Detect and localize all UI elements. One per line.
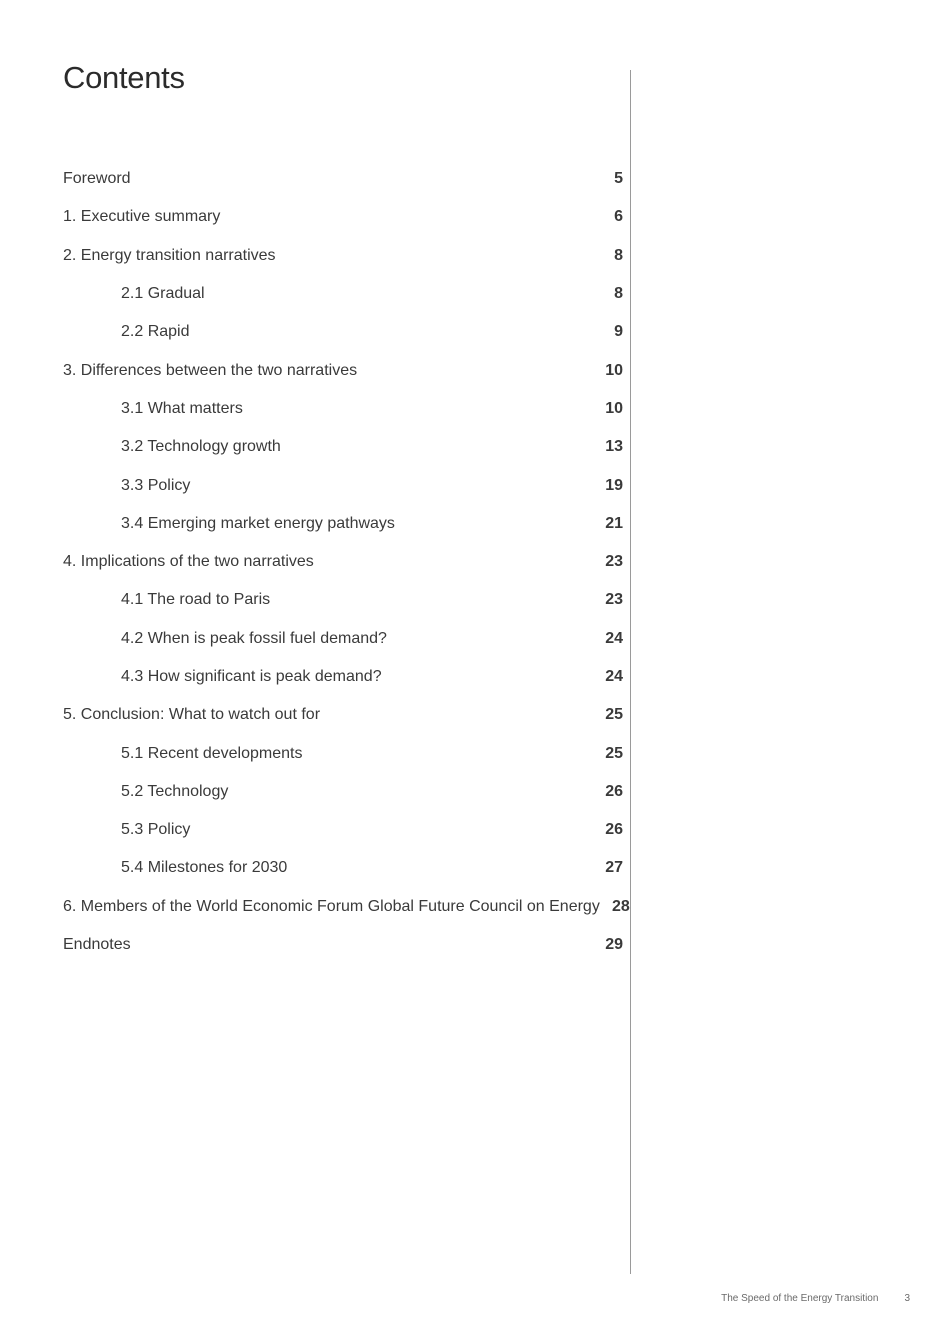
- toc-entry-page: 13: [605, 438, 623, 456]
- toc-entry-label: 6. Members of the World Economic Forum Global Future Council on Energy: [63, 897, 600, 915]
- toc-entry-emerging-market-pathways[interactable]: [63, 505, 623, 543]
- footer-page-number: 3: [904, 1293, 910, 1304]
- toc-entry-milestones-2030[interactable]: [63, 849, 623, 887]
- toc-entry-technology[interactable]: [63, 773, 623, 811]
- toc-entry-page: 27: [605, 859, 623, 877]
- toc-entry-label: 2.2 Rapid: [121, 323, 190, 341]
- toc-entry-members[interactable]: [63, 888, 630, 926]
- toc-entry-page: 26: [605, 821, 623, 839]
- toc-entry-label: 3.4 Emerging market energy pathways: [121, 514, 395, 532]
- toc-entry-differences[interactable]: [63, 351, 623, 389]
- toc-entry-label: 4.1 The road to Paris: [121, 591, 271, 609]
- toc-entry-page: 21: [605, 514, 623, 532]
- vertical-divider: [630, 70, 631, 1274]
- toc-entry-label: 2. Energy transition narratives: [63, 246, 276, 264]
- toc-entry-page: 26: [605, 782, 623, 800]
- toc-entry-technology-growth[interactable]: [63, 428, 623, 466]
- toc-entry-label: 4.3 How significant is peak demand?: [121, 668, 382, 685]
- toc-entry-label: 5.3 Policy: [121, 821, 191, 839]
- toc-entry-page: 24: [605, 668, 623, 685]
- toc-entry-label: 3. Differences between the two narratives: [63, 361, 358, 379]
- toc-entry-label: Endnotes: [63, 936, 131, 954]
- toc-entry-label: 3.2 Technology growth: [121, 438, 281, 456]
- toc-entry-page: 19: [605, 476, 623, 494]
- toc-entry-label: 5. Conclusion: What to watch out for: [63, 706, 321, 724]
- toc-entry-peak-fossil-fuel-demand[interactable]: [63, 620, 623, 658]
- toc-entry-label: 5.2 Technology: [121, 782, 229, 800]
- toc-entry-page: 23: [605, 591, 623, 609]
- toc-entry-page: 23: [605, 553, 623, 571]
- toc-entry-label: 3.3 Policy: [121, 476, 191, 494]
- toc-entry-page: 25: [605, 706, 623, 724]
- toc-entry-label: Foreword: [63, 170, 131, 188]
- page-title: Contents: [63, 60, 185, 95]
- toc-entry-endnotes[interactable]: [63, 926, 623, 964]
- toc-entry-page: 9: [614, 323, 623, 341]
- toc-entry-label: 4. Implications of the two narratives: [63, 553, 314, 571]
- toc-entry-page: 10: [605, 361, 623, 379]
- toc-entry-label: 3.1 What matters: [121, 399, 243, 417]
- toc-entry-label: 5.4 Milestones for 2030: [121, 859, 288, 877]
- toc-entry-foreword[interactable]: [63, 160, 623, 198]
- toc-entry-page: 8: [614, 285, 623, 303]
- toc-entry-page: 25: [605, 744, 623, 762]
- toc-entry-page: 10: [605, 399, 623, 417]
- footer-document-title: The Speed of the Energy Transition: [721, 1293, 879, 1304]
- toc-entry-label: 4.2 When is peak fossil fuel demand?: [121, 629, 387, 647]
- toc-entry-recent-developments[interactable]: [63, 734, 623, 772]
- toc-entry-implications[interactable]: [63, 543, 623, 581]
- toc-entry-significance-peak-demand[interactable]: [63, 658, 623, 696]
- toc-entry-page: 24: [605, 629, 623, 647]
- table-of-contents: [63, 160, 630, 964]
- toc-entry-road-to-paris[interactable]: [63, 581, 623, 619]
- toc-entry-policy[interactable]: [63, 466, 623, 504]
- toc-entry-rapid[interactable]: [63, 313, 623, 351]
- toc-entry-page: 28: [612, 897, 630, 915]
- toc-entry-policy-conclusion[interactable]: [63, 811, 623, 849]
- toc-entry-label: 1. Executive summary: [63, 208, 221, 226]
- toc-entry-page: 8: [614, 246, 623, 264]
- toc-entry-what-matters[interactable]: [63, 390, 623, 428]
- toc-entry-label: 2.1 Gradual: [121, 285, 205, 303]
- toc-entry-page: 29: [605, 936, 623, 954]
- toc-entry-conclusion[interactable]: [63, 696, 623, 734]
- toc-entry-label: 5.1 Recent developments: [121, 744, 303, 762]
- toc-entry-gradual[interactable]: [63, 275, 623, 313]
- toc-entry-executive-summary[interactable]: [63, 198, 623, 236]
- toc-entry-page: 6: [614, 208, 623, 226]
- toc-entry-page: 5: [614, 170, 623, 188]
- toc-entry-energy-transition-narratives[interactable]: [63, 237, 623, 275]
- page-footer: [721, 1293, 910, 1304]
